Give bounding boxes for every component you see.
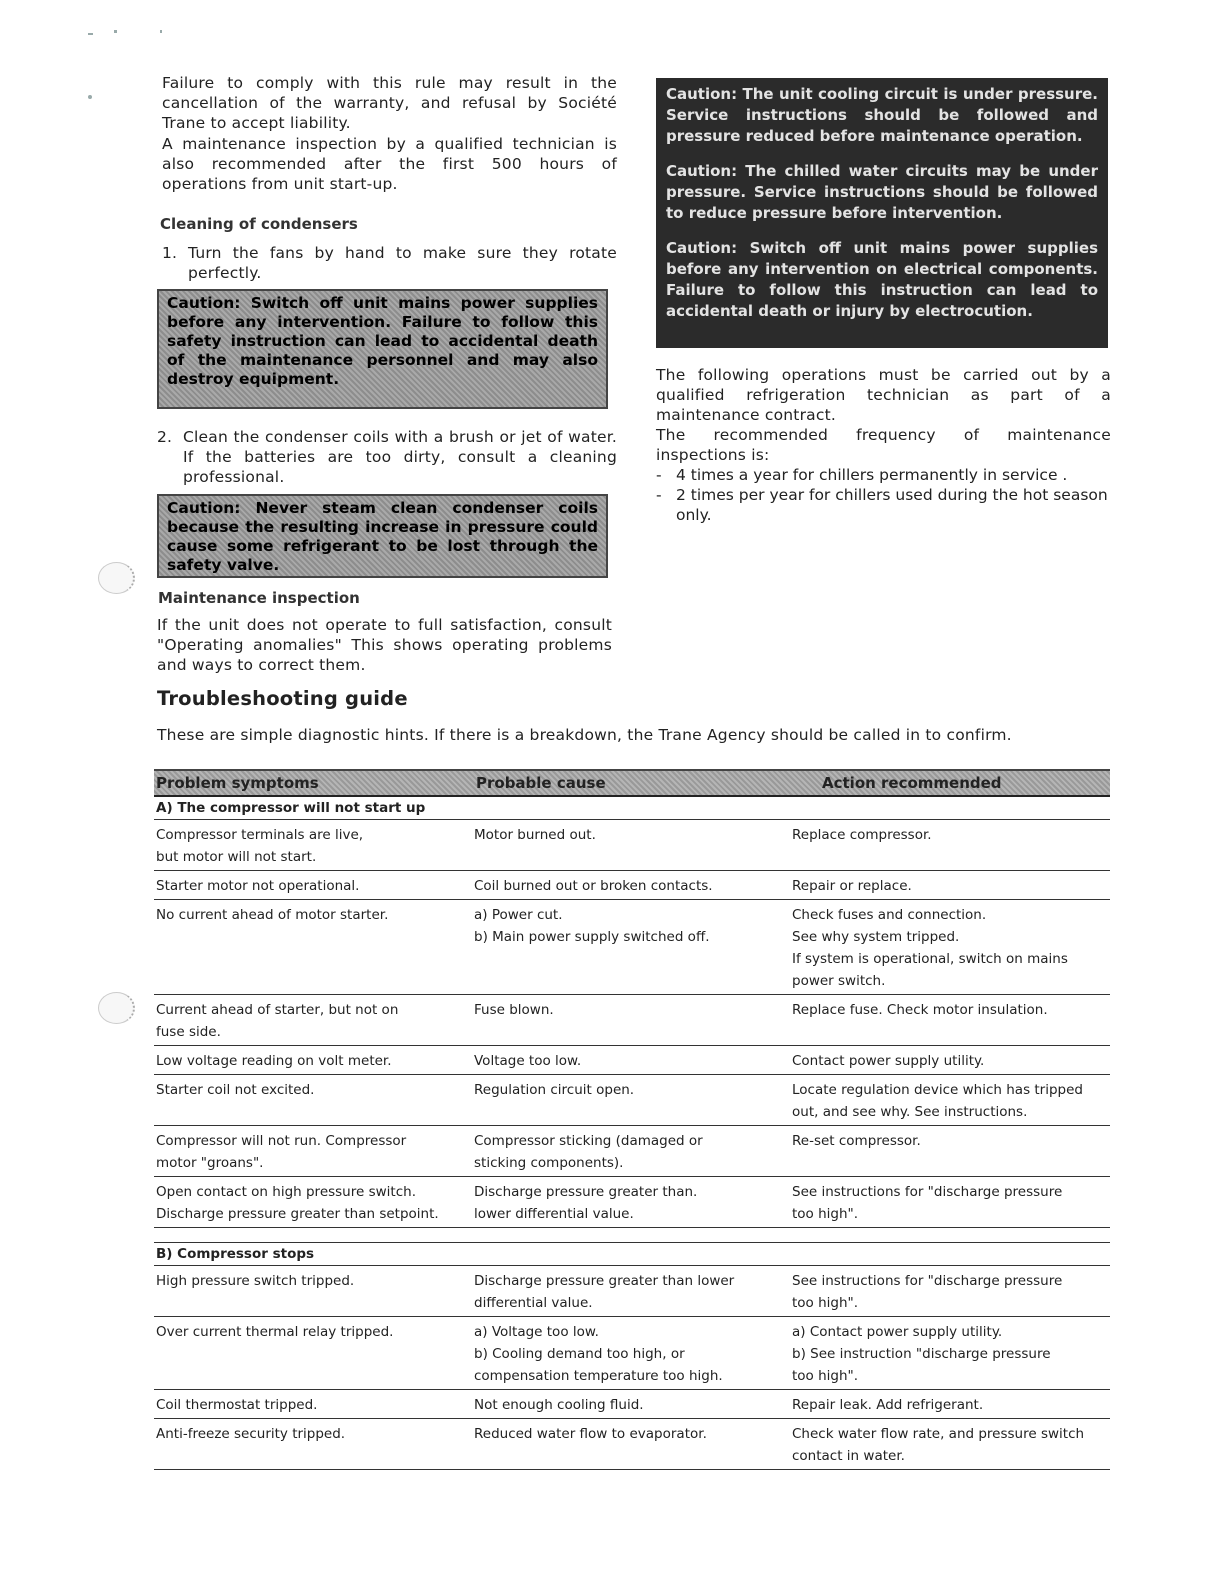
cell-line: out, and see why. See instructions. <box>792 1104 1028 1120</box>
action-cell <box>792 1050 1110 1072</box>
cell-line: Re-set compressor. <box>792 1133 921 1149</box>
action-cell <box>792 824 1110 868</box>
cell-line: See instructions for "discharge pressure <box>792 1273 1063 1289</box>
cell-line: too high". <box>792 1206 859 1222</box>
action-cell <box>792 1079 1110 1123</box>
cell-line: Compressor terminals are live, <box>156 827 364 843</box>
symptom-cell <box>154 875 474 897</box>
step-2-text: Clean the condenser coils with a brush or jet of water. If the batteries are too dirty, consult a cleaning professional. <box>183 428 617 486</box>
cell-line: Low voltage reading on volt meter. <box>156 1053 392 1069</box>
cause-cell <box>474 1079 792 1123</box>
cell-line: Repair leak. Add refrigerant. <box>792 1397 984 1413</box>
section-a-heading: A) The compressor will not start up <box>154 797 1110 820</box>
list-item: - 4 times a year for chillers permanently in service . <box>656 466 1068 484</box>
cell-line: too high". <box>792 1368 859 1384</box>
cell-line: No current ahead of motor starter. <box>156 907 389 923</box>
cell-line: High pressure switch tripped. <box>156 1273 355 1289</box>
table-row <box>154 1177 1110 1228</box>
step-2-number: 2. <box>157 428 173 446</box>
caution-electrical: Caution: Switch off unit mains power supplies before any intervention on electrical components. Failure to follow this instruction can lead to accidental death or injury by electrocution. <box>666 239 1098 320</box>
intro-paragraph-1: Failure to comply with this rule may result in the cancellation of the warranty, and refusal by Société Trane to accept liability. <box>162 74 617 132</box>
cell-line: See why system tripped. <box>792 929 960 945</box>
cell-line: Current ahead of starter, but not on <box>156 1002 399 1018</box>
cell-line: Fuse blown. <box>474 1002 554 1018</box>
action-cell <box>792 1270 1110 1314</box>
action-cell <box>792 875 1110 897</box>
cell-line: fuse side. <box>156 1024 221 1040</box>
header-probable-cause: Probable cause <box>476 774 606 792</box>
symptom-cell <box>154 824 474 868</box>
cell-line: sticking components). <box>474 1155 624 1171</box>
cause-cell <box>474 1321 792 1387</box>
cause-cell <box>474 1050 792 1072</box>
cell-line: Contact power supply utility. <box>792 1053 985 1069</box>
table-row <box>154 900 1110 995</box>
symptom-cell <box>154 1130 474 1174</box>
step-1-text: Turn the fans by hand to make sure they rotate perfectly. <box>188 244 617 282</box>
scan-speck <box>88 95 92 99</box>
symptom-cell <box>154 1321 474 1387</box>
cell-line: b) Cooling demand too high, or <box>474 1346 685 1362</box>
cell-line: b) Main power supply switched off. <box>474 929 710 945</box>
scan-speck <box>88 33 93 35</box>
cell-line: a) Contact power supply utility. <box>792 1324 1003 1340</box>
table-row <box>154 1419 1110 1470</box>
list-item: - 2 times per year for chillers used during the hot season only. <box>656 486 1108 524</box>
symptom-cell <box>154 1394 474 1416</box>
symptom-cell <box>154 1181 474 1225</box>
caution-chilled-water: Caution: The chilled water circuits may be under pressure. Service instructions should be followed to reduce pressure before intervention. <box>666 162 1098 222</box>
cell-line: Anti-freeze security tripped. <box>156 1426 346 1442</box>
action-cell <box>792 1423 1110 1467</box>
cell-line: compensation temperature too high. <box>474 1368 723 1384</box>
cell-line: Check fuses and connection. <box>792 907 987 923</box>
scan-speck <box>114 30 117 33</box>
action-cell <box>792 1181 1110 1225</box>
caution-cooling-circuit: Caution: The unit cooling circuit is under pressure. Service instructions should be followed and pressure reduced before maintenance operation. <box>666 85 1098 145</box>
cause-cell <box>474 1270 792 1314</box>
cause-cell <box>474 904 792 992</box>
section-a-rows <box>154 820 1110 1228</box>
cell-line: but motor will not start. <box>156 849 317 865</box>
binder-hole-icon <box>98 562 135 594</box>
table-row <box>154 995 1110 1046</box>
cell-line: motor "groans". <box>156 1155 264 1171</box>
cause-cell <box>474 1181 792 1225</box>
troubleshooting-table <box>154 769 1110 1470</box>
cell-line: Motor burned out. <box>474 827 596 843</box>
cell-line: Discharge pressure greater than. <box>474 1184 698 1200</box>
table-row <box>154 1126 1110 1177</box>
bullet-dash: - <box>656 466 662 484</box>
cell-line: a) Voltage too low. <box>474 1324 599 1340</box>
troubleshooting-intro: These are simple diagnostic hints. If there is a breakdown, the Trane Agency should be called in to confirm. <box>157 726 1012 744</box>
cell-line: Over current thermal relay tripped. <box>156 1324 394 1340</box>
cell-line: Repair or replace. <box>792 878 912 894</box>
table-row <box>154 871 1110 900</box>
cell-line: Starter motor not operational. <box>156 878 360 894</box>
action-cell <box>792 1394 1110 1416</box>
cell-line: Compressor will not run. Compressor <box>156 1133 407 1149</box>
cell-line: Reduced water flow to evaporator. <box>474 1426 707 1442</box>
cause-cell <box>474 1394 792 1416</box>
cell-line: Replace compressor. <box>792 827 932 843</box>
cell-line: lower differential value. <box>474 1206 634 1222</box>
cause-cell <box>474 875 792 897</box>
cell-line: Voltage too low. <box>474 1053 582 1069</box>
action-cell <box>792 904 1110 992</box>
caution-box-2: Caution: Never steam clean condenser coils because the resulting increase in pressure could cause some refrigerant to be lost through the safety valve. <box>157 494 608 578</box>
caution-panel-dark <box>656 78 1108 348</box>
cell-line: If system is operational, switch on mains <box>792 951 1068 967</box>
action-cell <box>792 1130 1110 1174</box>
cell-line: Coil thermostat tripped. <box>156 1397 318 1413</box>
maintenance-text: If the unit does not operate to full satisfaction, consult "Operating anomalies" This shows operating problems and ways to correct them. <box>157 616 612 674</box>
cell-line: Replace fuse. Check motor insulation. <box>792 1002 1048 1018</box>
cleaning-heading: Cleaning of condensers <box>160 215 358 233</box>
action-cell <box>792 1321 1110 1387</box>
section-b-rows <box>154 1266 1110 1470</box>
cell-line: Starter coil not excited. <box>156 1082 315 1098</box>
cell-line: Coil burned out or broken contacts. <box>474 878 713 894</box>
cell-line: Open contact on high pressure switch. <box>156 1184 416 1200</box>
intro-paragraph-2: A maintenance inspection by a qualified technician is also recommended after the first 500 hours of operations from unit start-up. <box>162 135 617 193</box>
cell-line: Compressor sticking (damaged or <box>474 1133 703 1149</box>
cause-cell <box>474 1130 792 1174</box>
cell-line: Not enough cooling fluid. <box>474 1397 644 1413</box>
header-problem-symptoms: Problem symptoms <box>156 774 319 792</box>
header-action-recommended: Action recommended <box>822 774 1002 792</box>
table-row <box>154 1046 1110 1075</box>
cell-line: b) See instruction "discharge pressure <box>792 1346 1051 1362</box>
symptom-cell <box>154 1079 474 1123</box>
action-cell <box>792 999 1110 1043</box>
cause-cell <box>474 1423 792 1467</box>
cell-line: differential value. <box>474 1295 593 1311</box>
maintenance-heading: Maintenance inspection <box>158 589 360 607</box>
cell-line: Check water flow rate, and pressure switch <box>792 1426 1085 1442</box>
cell-line: Regulation circuit open. <box>474 1082 635 1098</box>
cell-line: Discharge pressure greater than setpoint. <box>156 1206 439 1222</box>
cell-line: Discharge pressure greater than lower <box>474 1273 735 1289</box>
frequency-list <box>656 465 1111 525</box>
troubleshooting-title: Troubleshooting guide <box>157 687 408 710</box>
step-1-number: 1. <box>162 244 178 262</box>
cause-cell <box>474 999 792 1043</box>
cell-line: a) Power cut. <box>474 907 563 923</box>
table-row <box>154 820 1110 871</box>
section-b-heading: B) Compressor stops <box>154 1243 1110 1266</box>
step-1 <box>162 243 617 283</box>
cell-line: too high". <box>792 1295 859 1311</box>
scan-speck <box>160 30 162 33</box>
symptom-cell <box>154 1270 474 1314</box>
table-row <box>154 1266 1110 1317</box>
operations-text: The following operations must be carried out by a qualified refrigeration technician as part of a maintenance contract. <box>656 366 1111 424</box>
cell-line: See instructions for "discharge pressure <box>792 1184 1063 1200</box>
table-row <box>154 1390 1110 1419</box>
cell-line: contact in water. <box>792 1448 905 1464</box>
caution-box-1: Caution: Switch off unit mains power supplies before any intervention. Failure to follow this safety instruction can lead to accidental death of the maintenance personnel and may also destroy equipment. <box>157 289 608 409</box>
symptom-cell <box>154 1050 474 1072</box>
step-2 <box>157 427 617 487</box>
bullet-dash: - <box>656 486 662 504</box>
symptom-cell <box>154 1423 474 1467</box>
frequency-text: The recommended frequency of maintenance inspections is: <box>656 426 1111 464</box>
symptom-cell <box>154 999 474 1043</box>
table-row <box>154 1075 1110 1126</box>
section-gap <box>154 1228 1110 1243</box>
cell-line: power switch. <box>792 973 886 989</box>
cause-cell <box>474 824 792 868</box>
table-header <box>154 769 1110 797</box>
binder-hole-icon <box>98 992 135 1024</box>
cell-line: Locate regulation device which has tripped <box>792 1082 1084 1098</box>
symptom-cell <box>154 904 474 992</box>
table-row <box>154 1317 1110 1390</box>
